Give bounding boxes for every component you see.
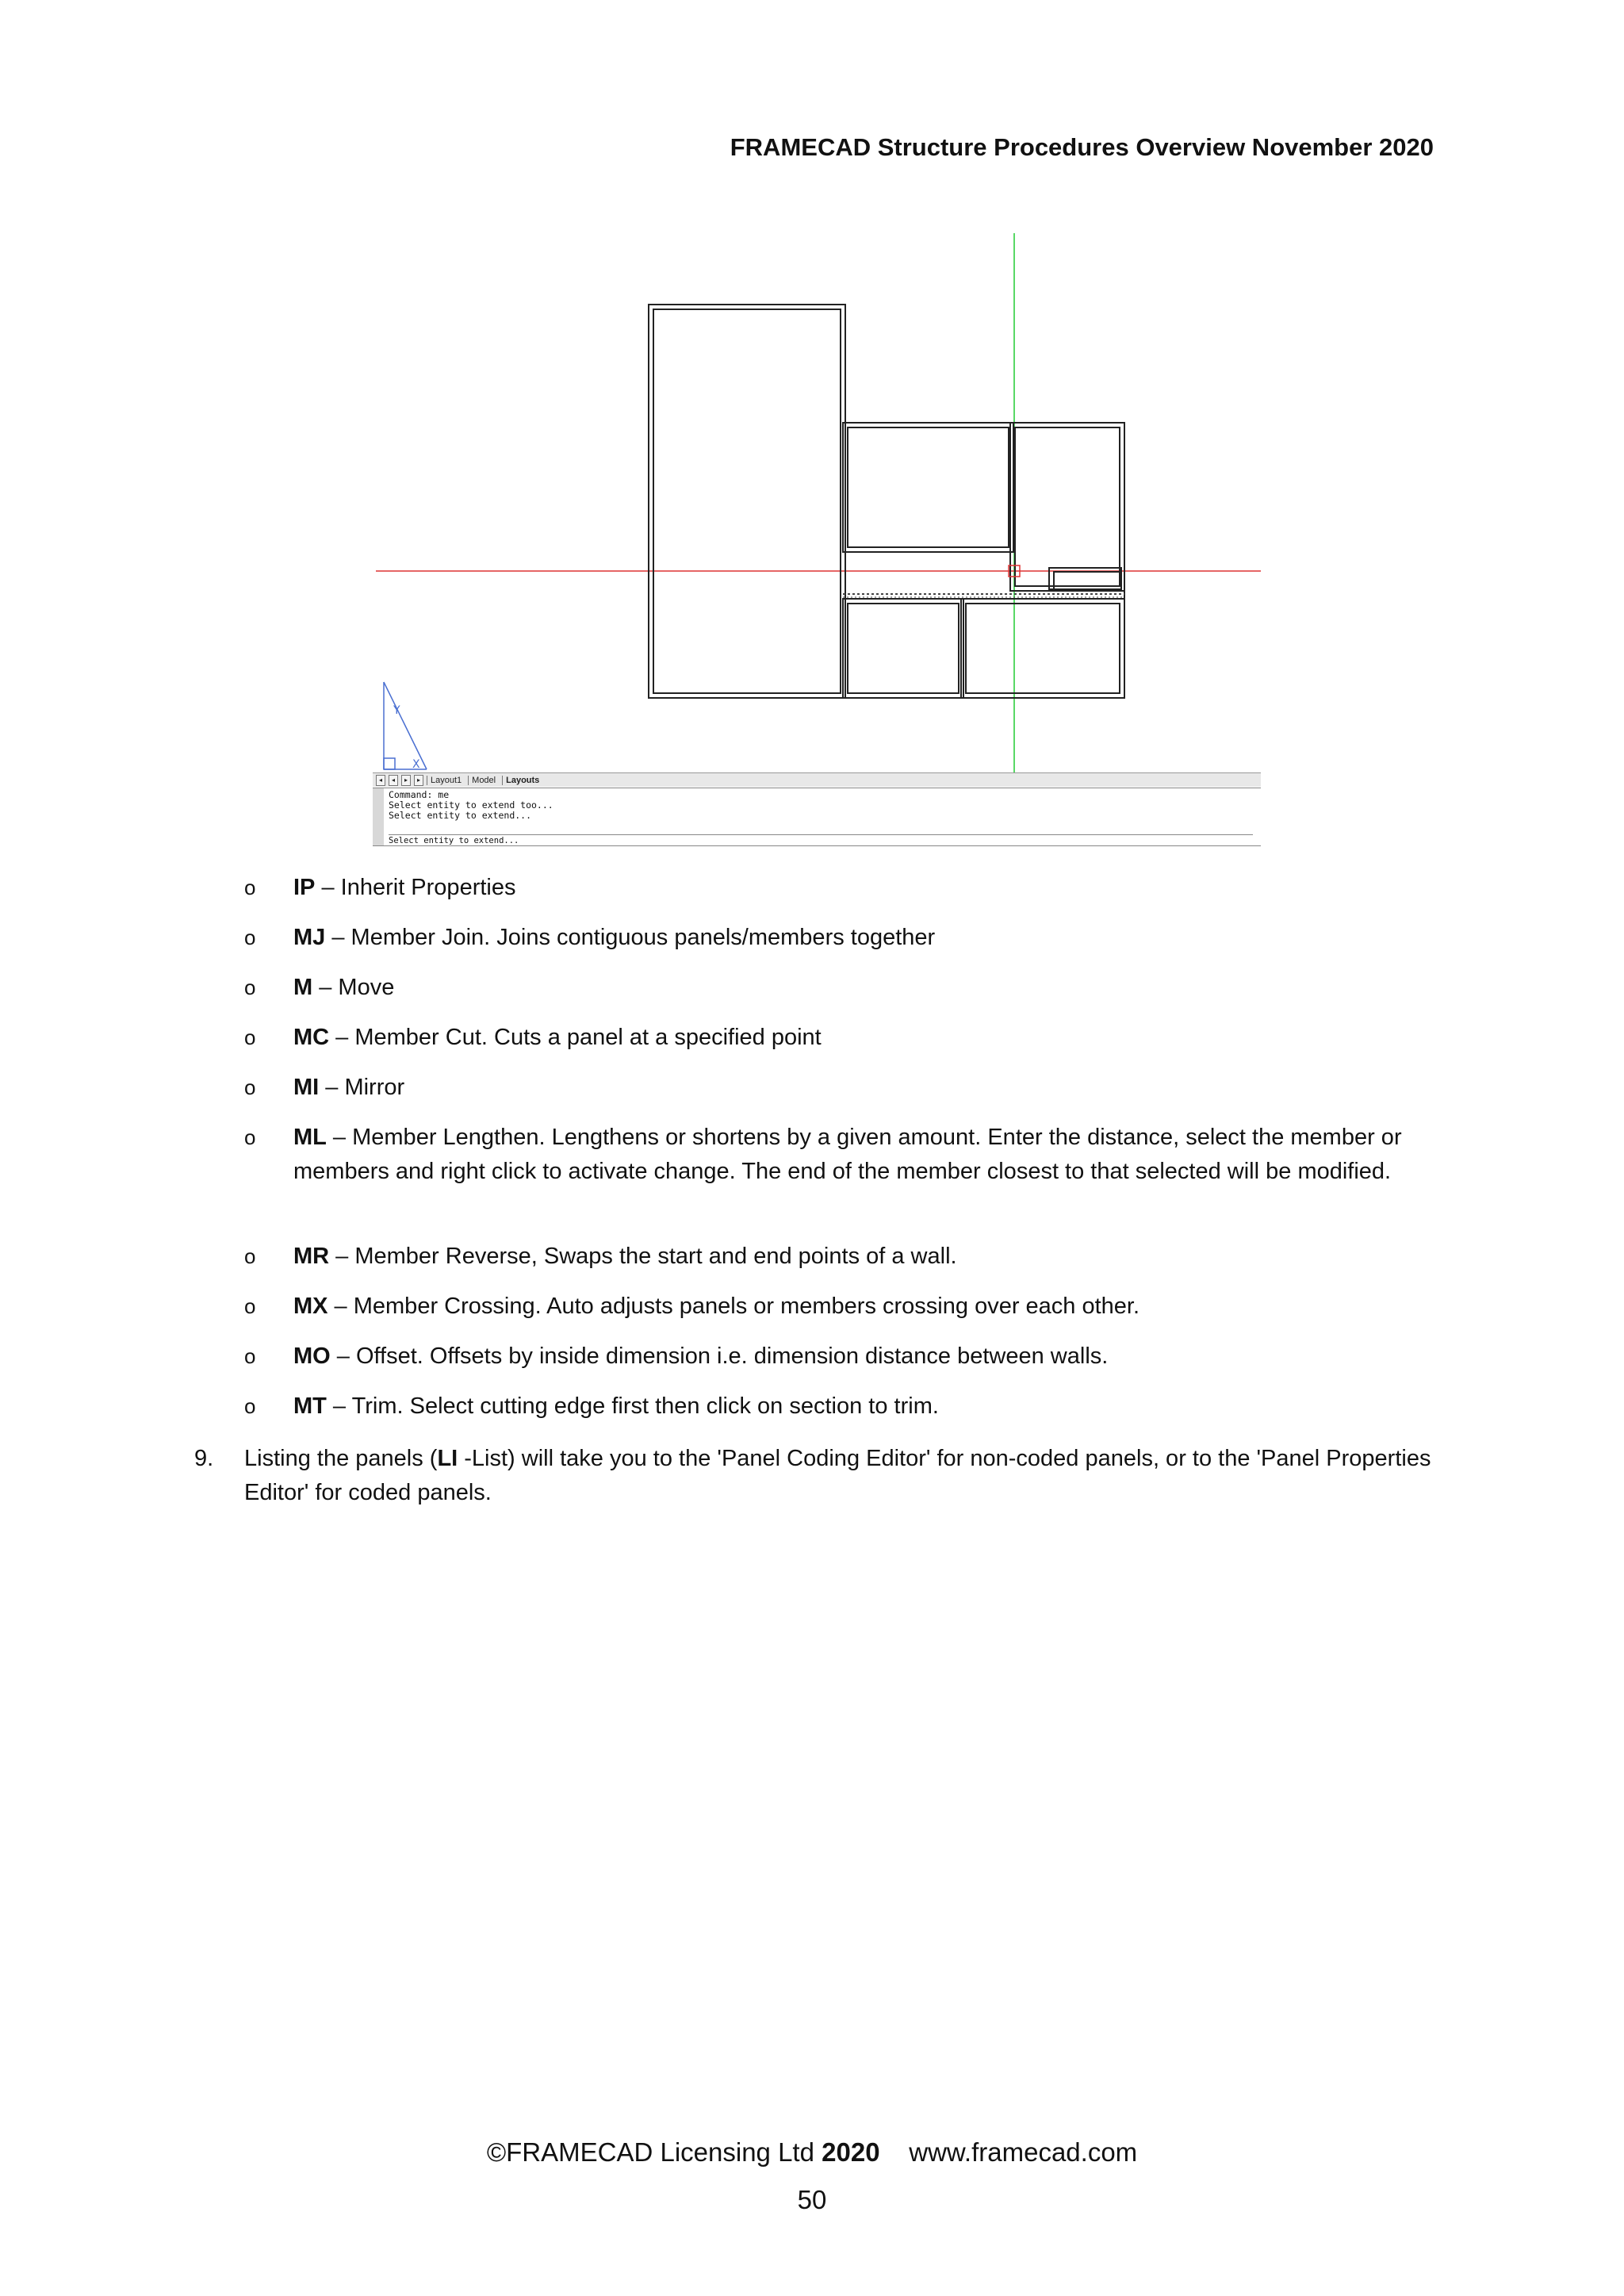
command-history [389,790,553,821]
page-footer [0,2137,1624,2168]
list-item [293,971,1419,1005]
layout-tabs-bar [373,772,1261,787]
prev-tab-button[interactable]: ◂ [389,775,398,786]
item-code: MR [293,1244,330,1269]
list-item [293,1121,1419,1189]
command-prompt[interactable]: Select entity to extend... [389,834,1253,846]
item-code: MO [293,1343,331,1369]
item-text: – Trim. Select cutting edge first then click on section to trim. [326,1393,939,1419]
footer-copyright: ©FRAMECAD Licensing Ltd [486,2137,814,2167]
item-code: MI [293,1075,320,1100]
list-bullet: o [244,1125,256,1149]
numbered-paragraph [244,1442,1434,1510]
item-text: – Move [312,975,395,1000]
list-bullet: o [244,926,256,949]
svg-text:Y: Y [393,704,400,717]
svg-text:X: X [412,758,420,771]
floor-plan [649,305,1124,698]
list-bullet: o [244,1075,256,1099]
item-code: MT [293,1393,327,1419]
paragraph-text: -List) will take you to the 'Panel Coding Editor' for non-coded panels, or to the 'Panel Properties Editor' for coded panels. [244,1446,1431,1505]
last-tab-button[interactable]: ▸ [414,775,423,786]
cad-drawing-canvas [373,230,1261,772]
item-code: MX [293,1294,328,1319]
list-bullet: o [244,1244,256,1268]
list-item [293,1389,1419,1424]
item-text: – Inherit Properties [315,875,516,900]
list-item [293,871,1419,905]
command-window [373,788,1261,846]
item-code: MC [293,1025,330,1050]
command-line: Command: me [389,789,450,800]
footer-year: 2020 [822,2137,880,2167]
list-item [293,1290,1419,1324]
footer-website: www.framecad.com [909,2137,1138,2167]
cad-screenshot [373,230,1261,852]
item-code: M [293,975,313,1000]
item-text: – Member Cut. Cuts a panel at a specified point [329,1025,822,1050]
list-number: 9. [194,1446,214,1471]
list-item [293,921,1419,955]
item-text: – Member Crossing. Auto adjusts panels or members crossing over each other. [327,1294,1140,1319]
list-bullet: o [244,1294,256,1318]
item-text: – Member Lengthen. Lengthens or shortens by a given amount. Enter the distance, select the member or members and right click to activate change. The end of the member closest to that selected will be modified. [293,1125,1402,1184]
item-code: MJ [293,925,326,950]
paragraph-text: Listing the panels ( [244,1446,438,1471]
tab-layouts[interactable]: Layouts [502,776,542,785]
item-text: – Mirror [319,1075,405,1100]
command-line: Select entity to extend too... [389,799,553,811]
first-tab-button[interactable]: ◂ [376,775,385,786]
tab-layout1[interactable]: Layout1 [427,776,465,785]
list-bullet: o [244,876,256,899]
next-tab-button[interactable]: ▸ [401,775,411,786]
list-bullet: o [244,1344,256,1368]
list-item [293,1021,1419,1055]
item-text: – Offset. Offsets by inside dimension i.e. dimension distance between walls. [330,1343,1109,1369]
item-text: – Member Reverse, Swaps the start and end points of a wall. [329,1244,957,1269]
list-item [293,1340,1419,1374]
list-bullet: o [244,976,256,999]
item-text: – Member Join. Joins contiguous panels/members together [325,925,936,950]
page-number: 50 [797,2185,827,2214]
command-line: Select entity to extend... [389,810,532,821]
list-bullet: o [244,1025,256,1049]
item-code: ML [293,1125,327,1150]
tab-model[interactable]: Model [468,776,499,785]
command-scrollbar[interactable] [373,788,384,845]
item-code: IP [293,875,316,900]
list-bullet: o [244,1394,256,1418]
list-item [293,1071,1419,1105]
item-code: LI [437,1446,458,1471]
ucs-icon [384,682,427,771]
page-header: FRAMECAD Structure Procedures Overview November 2020 [730,133,1434,161]
list-item [293,1240,1419,1274]
